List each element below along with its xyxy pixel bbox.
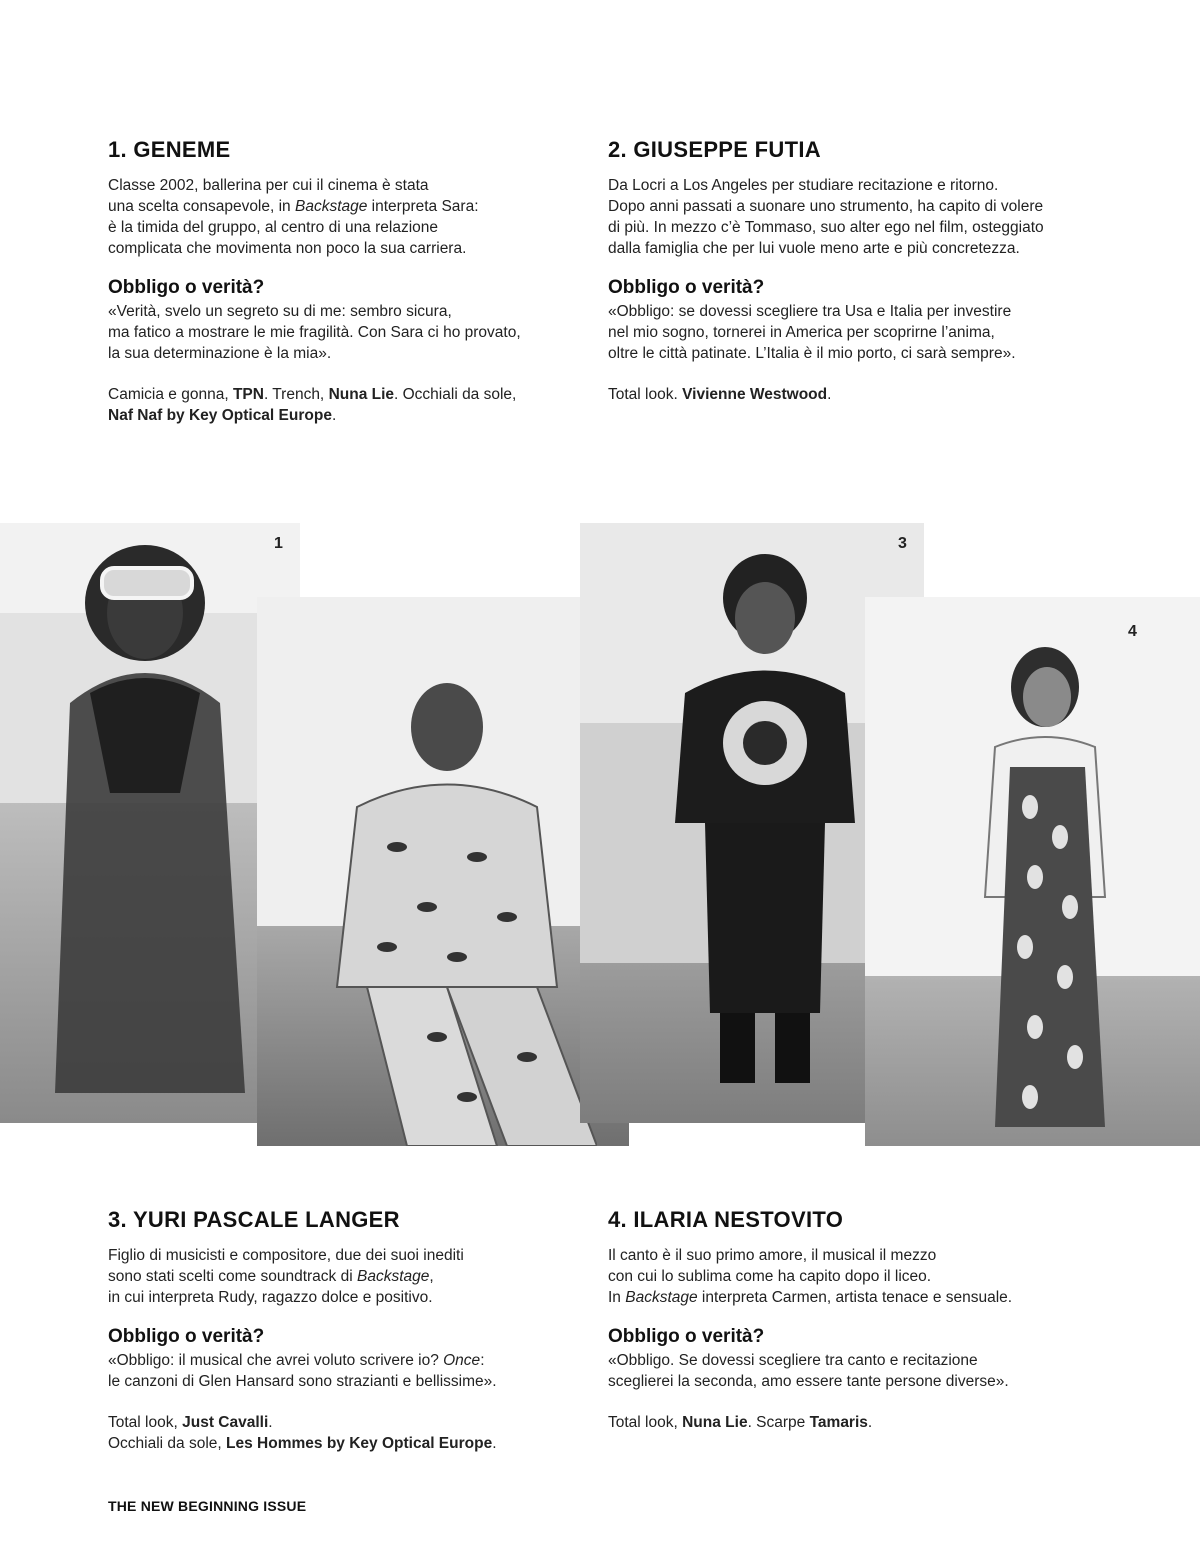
section-title: 4. ILARIA NESTOVITO	[608, 1207, 844, 1232]
photo-4	[865, 597, 1200, 1146]
issue-footer: THE NEW BEGINNING ISSUE	[108, 1498, 307, 1514]
person-figure	[650, 543, 890, 1103]
bio: Figlio di musicisti e compositore, due dei suoi inediti sono stati scelti come soundtrack di Backstage, in cui interpreta Rudy, ragazzo dolce e positivo.	[108, 1247, 464, 1306]
profile-giuseppe-futia	[608, 137, 1098, 405]
credits: Total look, Just Cavalli. Occhiali da sole, Les Hommes by Key Optical Europe.	[108, 1414, 497, 1452]
photo-number: 3	[898, 535, 907, 552]
question-heading: Obbligo o verità?	[608, 277, 765, 298]
profile-geneme	[108, 137, 568, 426]
photo-1	[0, 523, 300, 1123]
photo-number: 4	[1128, 623, 1137, 640]
credits: Camicia e gonna, TPN. Trench, Nuna Lie. Occhiali da sole, Naf Naf by Key Optical Europe.	[108, 386, 517, 424]
photo-number: 1	[274, 535, 283, 552]
bio: Da Locri a Los Angeles per studiare recitazione e ritorno. Dopo anni passati a suonare uno strumento, ha capito di volere di più. In mezzo c’è Tommaso, suo alter ego nel film, osteggiato dalla famiglia che per lui vuole meno arte e più concretezza.	[608, 177, 1044, 257]
answer: «Verità, svelo un segreto su di me: sembro sicura, ma fatico a mostrare le mie fragilità. Con Sara ci ho provato, la sua determinazione è la mia».	[108, 303, 521, 362]
profile-yuri-pascale-langer	[108, 1207, 568, 1454]
bio: Il canto è il suo primo amore, il musical il mezzo con cui lo sublima come ha capito dopo il liceo. In Backstage interpreta Carmen, artista tenace e sensuale.	[608, 1247, 1013, 1306]
bio: Classe 2002, ballerina per cui il cinema è stata una scelta consapevole, in Backstage interpreta Sara: è la timida del gruppo, al centro di una relazione complicata che movimenta non poco la sua carriera.	[108, 177, 479, 257]
section-title: 3. YURI PASCALE LANGER	[108, 1207, 400, 1232]
section-title: 2. GIUSEPPE FUTIA	[608, 137, 821, 162]
question-heading: Obbligo o verità?	[108, 1326, 265, 1347]
person-figure	[955, 637, 1155, 1146]
profile-ilaria-nestovito	[608, 1207, 1068, 1433]
photo-2	[257, 597, 629, 1146]
answer: «Obbligo: il musical che avrei voluto scrivere io? Once: le canzoni di Glen Hansard sono strazianti e bellissime».	[108, 1352, 497, 1390]
section-title: 1. GENEME	[108, 137, 231, 162]
person-figure	[30, 533, 280, 1113]
credits: Total look, Nuna Lie. Scarpe Tamaris.	[608, 1414, 873, 1431]
question-heading: Obbligo o verità?	[108, 277, 265, 298]
person-figure	[297, 657, 597, 1146]
answer: «Obbligo: se dovessi scegliere tra Usa e Italia per investire nel mio sogno, tornerei in America per scoprirne l’anima, oltre le città patinate. L’Italia è il mio porto, ci sarà sempre».	[608, 303, 1016, 362]
answer: «Obbligo. Se dovessi scegliere tra canto e recitazione sceglierei la seconda, amo essere tante persone diverse».	[608, 1352, 1009, 1390]
credits: Total look. Vivienne Westwood.	[608, 386, 832, 403]
question-heading: Obbligo o verità?	[608, 1326, 765, 1347]
